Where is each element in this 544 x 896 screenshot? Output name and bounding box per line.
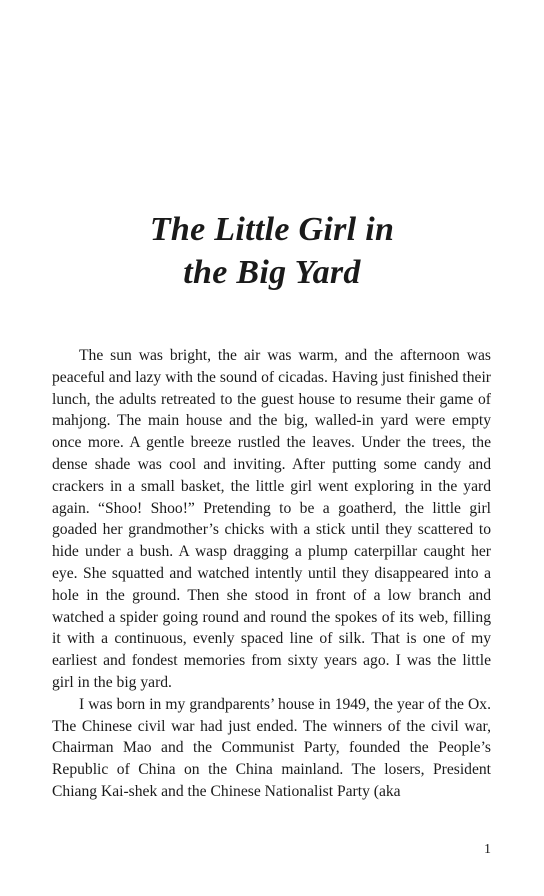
paragraph: I was born in my grandparents’ house in 1949, the year of the Ox. The Chinese civil war had just ended. The winners of the civil war, Chairman Mao and the Communist Party, founded the People’s Republic of China on the China mainland. The losers, President Chiang Kai-shek and the Chinese Nationalist Party (aka	[52, 695, 491, 800]
chapter-body	[52, 345, 491, 803]
chapter-title-line-1: The Little Girl in	[149, 211, 395, 248]
chapter-title	[0, 208, 544, 294]
chapter-title-line-2: the Big Yard	[183, 254, 361, 291]
paragraph: The sun was bright, the air was warm, and the afternoon was peaceful and lazy with the sound of cicadas. Having just finished their lunch, the adults retreated to the guest house to resume their game of mahjong. The main house and the big, walled-in yard were empty once more. A gentle breeze rustled the leaves. Under the trees, the dense shade was cool and inviting. After putting some candy and crackers in a small basket, the little girl went exploring in the yard again. “Shoo! Shoo!” Pretending to be a goatherd, the little girl goaded her grandmother’s chicks with a stick until they scattered to hide under a bush. A wasp dragging a plump caterpillar caught her eye. She squatted and watched intently until they disappeared into a hole in the ground. Then she stood in front of a low branch and watched a spider going round and round the spokes of its web, filling it with a continuous, evenly spaced line of silk. That is one of my earliest and fondest memories from sixty years ago. I was the little girl in the big yard.	[52, 347, 491, 691]
page-number: 1	[484, 842, 491, 857]
